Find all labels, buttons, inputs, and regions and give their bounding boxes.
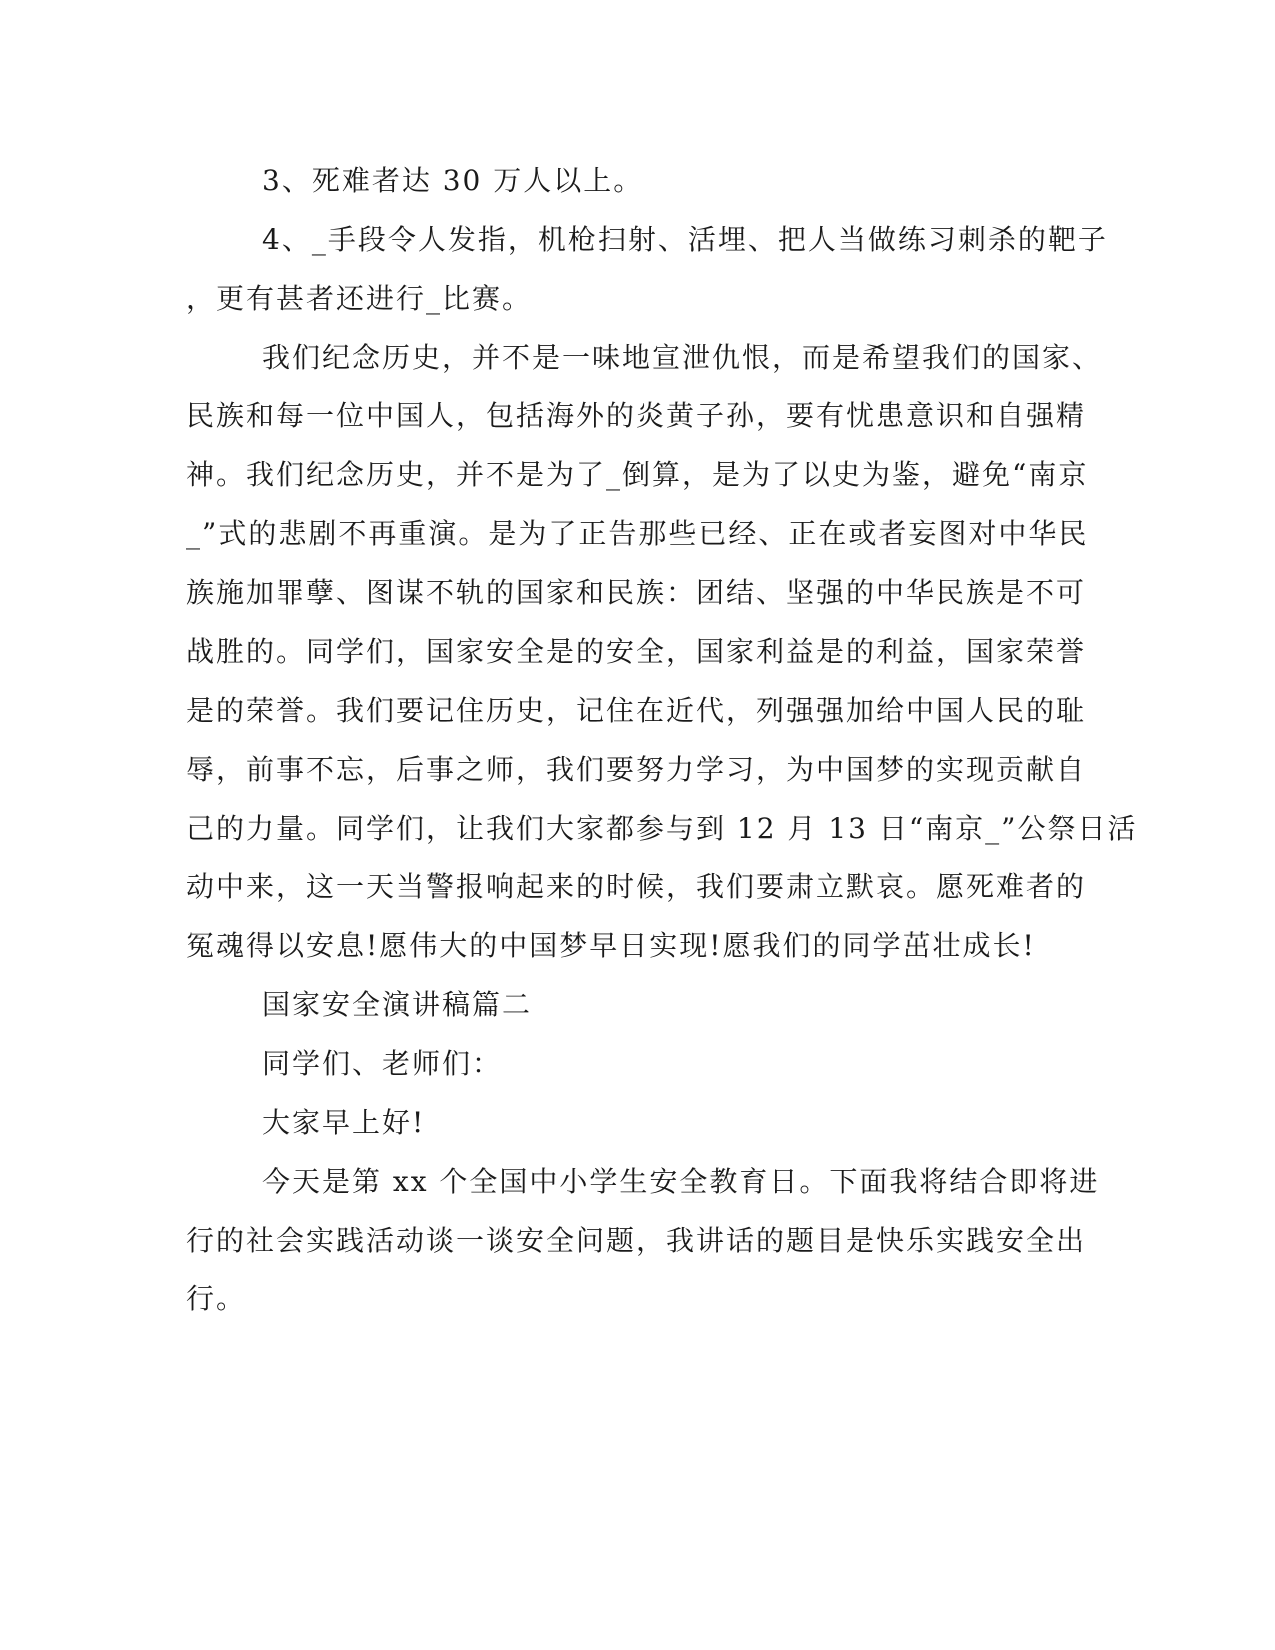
paragraph-line: 战胜的。同学们，国家安全是的安全，国家利益是的利益，国家荣誉	[186, 635, 1087, 668]
paragraph-line: _”式的悲剧不再重演。是为了正告那些已经、正在或者妄图对中华民	[186, 517, 1089, 550]
paragraph-line: 是的荣誉。我们要记住历史，记住在近代，列强强加给中国人民的耻	[186, 694, 1087, 727]
list-item-3: 3、死难者达 30 万人以上。	[262, 164, 644, 197]
paragraph-line: 族施加罪孽、图谋不轨的国家和民族：团结、坚强的中华民族是不可	[186, 576, 1087, 609]
paragraph-line: 民族和每一位中国人，包括海外的炎黄子孙，要有忧患意识和自强精	[186, 399, 1087, 432]
paragraph-line: 辱，前事不忘，后事之师，我们要努力学习，为中国梦的实现贡献自	[186, 753, 1087, 786]
paragraph-line: 冤魂得以安息!愿伟大的中国梦早日实现!愿我们的同学茁壮成长!	[186, 929, 1036, 962]
paragraph-line: 行的社会实践活动谈一谈安全问题，我讲话的题目是快乐实践安全出	[186, 1224, 1087, 1257]
paragraph-line: 己的力量。同学们，让我们大家都参与到 12 月 13 日“南京_”公祭日活	[186, 812, 1138, 845]
paragraph-line: 动中来，这一天当警报响起来的时候，我们要肃立默哀。愿死难者的	[186, 870, 1087, 903]
paragraph-line: 我们纪念历史，并不是一味地宣泄仇恨，而是希望我们的国家、	[262, 341, 1103, 374]
salutation: 同学们、老师们：	[262, 1047, 503, 1080]
list-item-4: 4、_手段令人发指，机枪扫射、活埋、把人当做练习刺杀的靶子	[262, 223, 1108, 256]
list-item-4-continued: ，更有甚者还进行_比赛。	[186, 282, 533, 315]
paragraph-line: 神。我们纪念历史，并不是为了_倒算，是为了以史为鉴，避免“南京	[186, 458, 1089, 491]
greeting: 大家早上好!	[262, 1106, 426, 1139]
section-title: 国家安全演讲稿篇二	[262, 988, 533, 1021]
paragraph-line: 行。	[186, 1282, 247, 1315]
paragraph-line: 今天是第 xx 个全国中小学生安全教育日。下面我将结合即将进	[262, 1165, 1100, 1198]
